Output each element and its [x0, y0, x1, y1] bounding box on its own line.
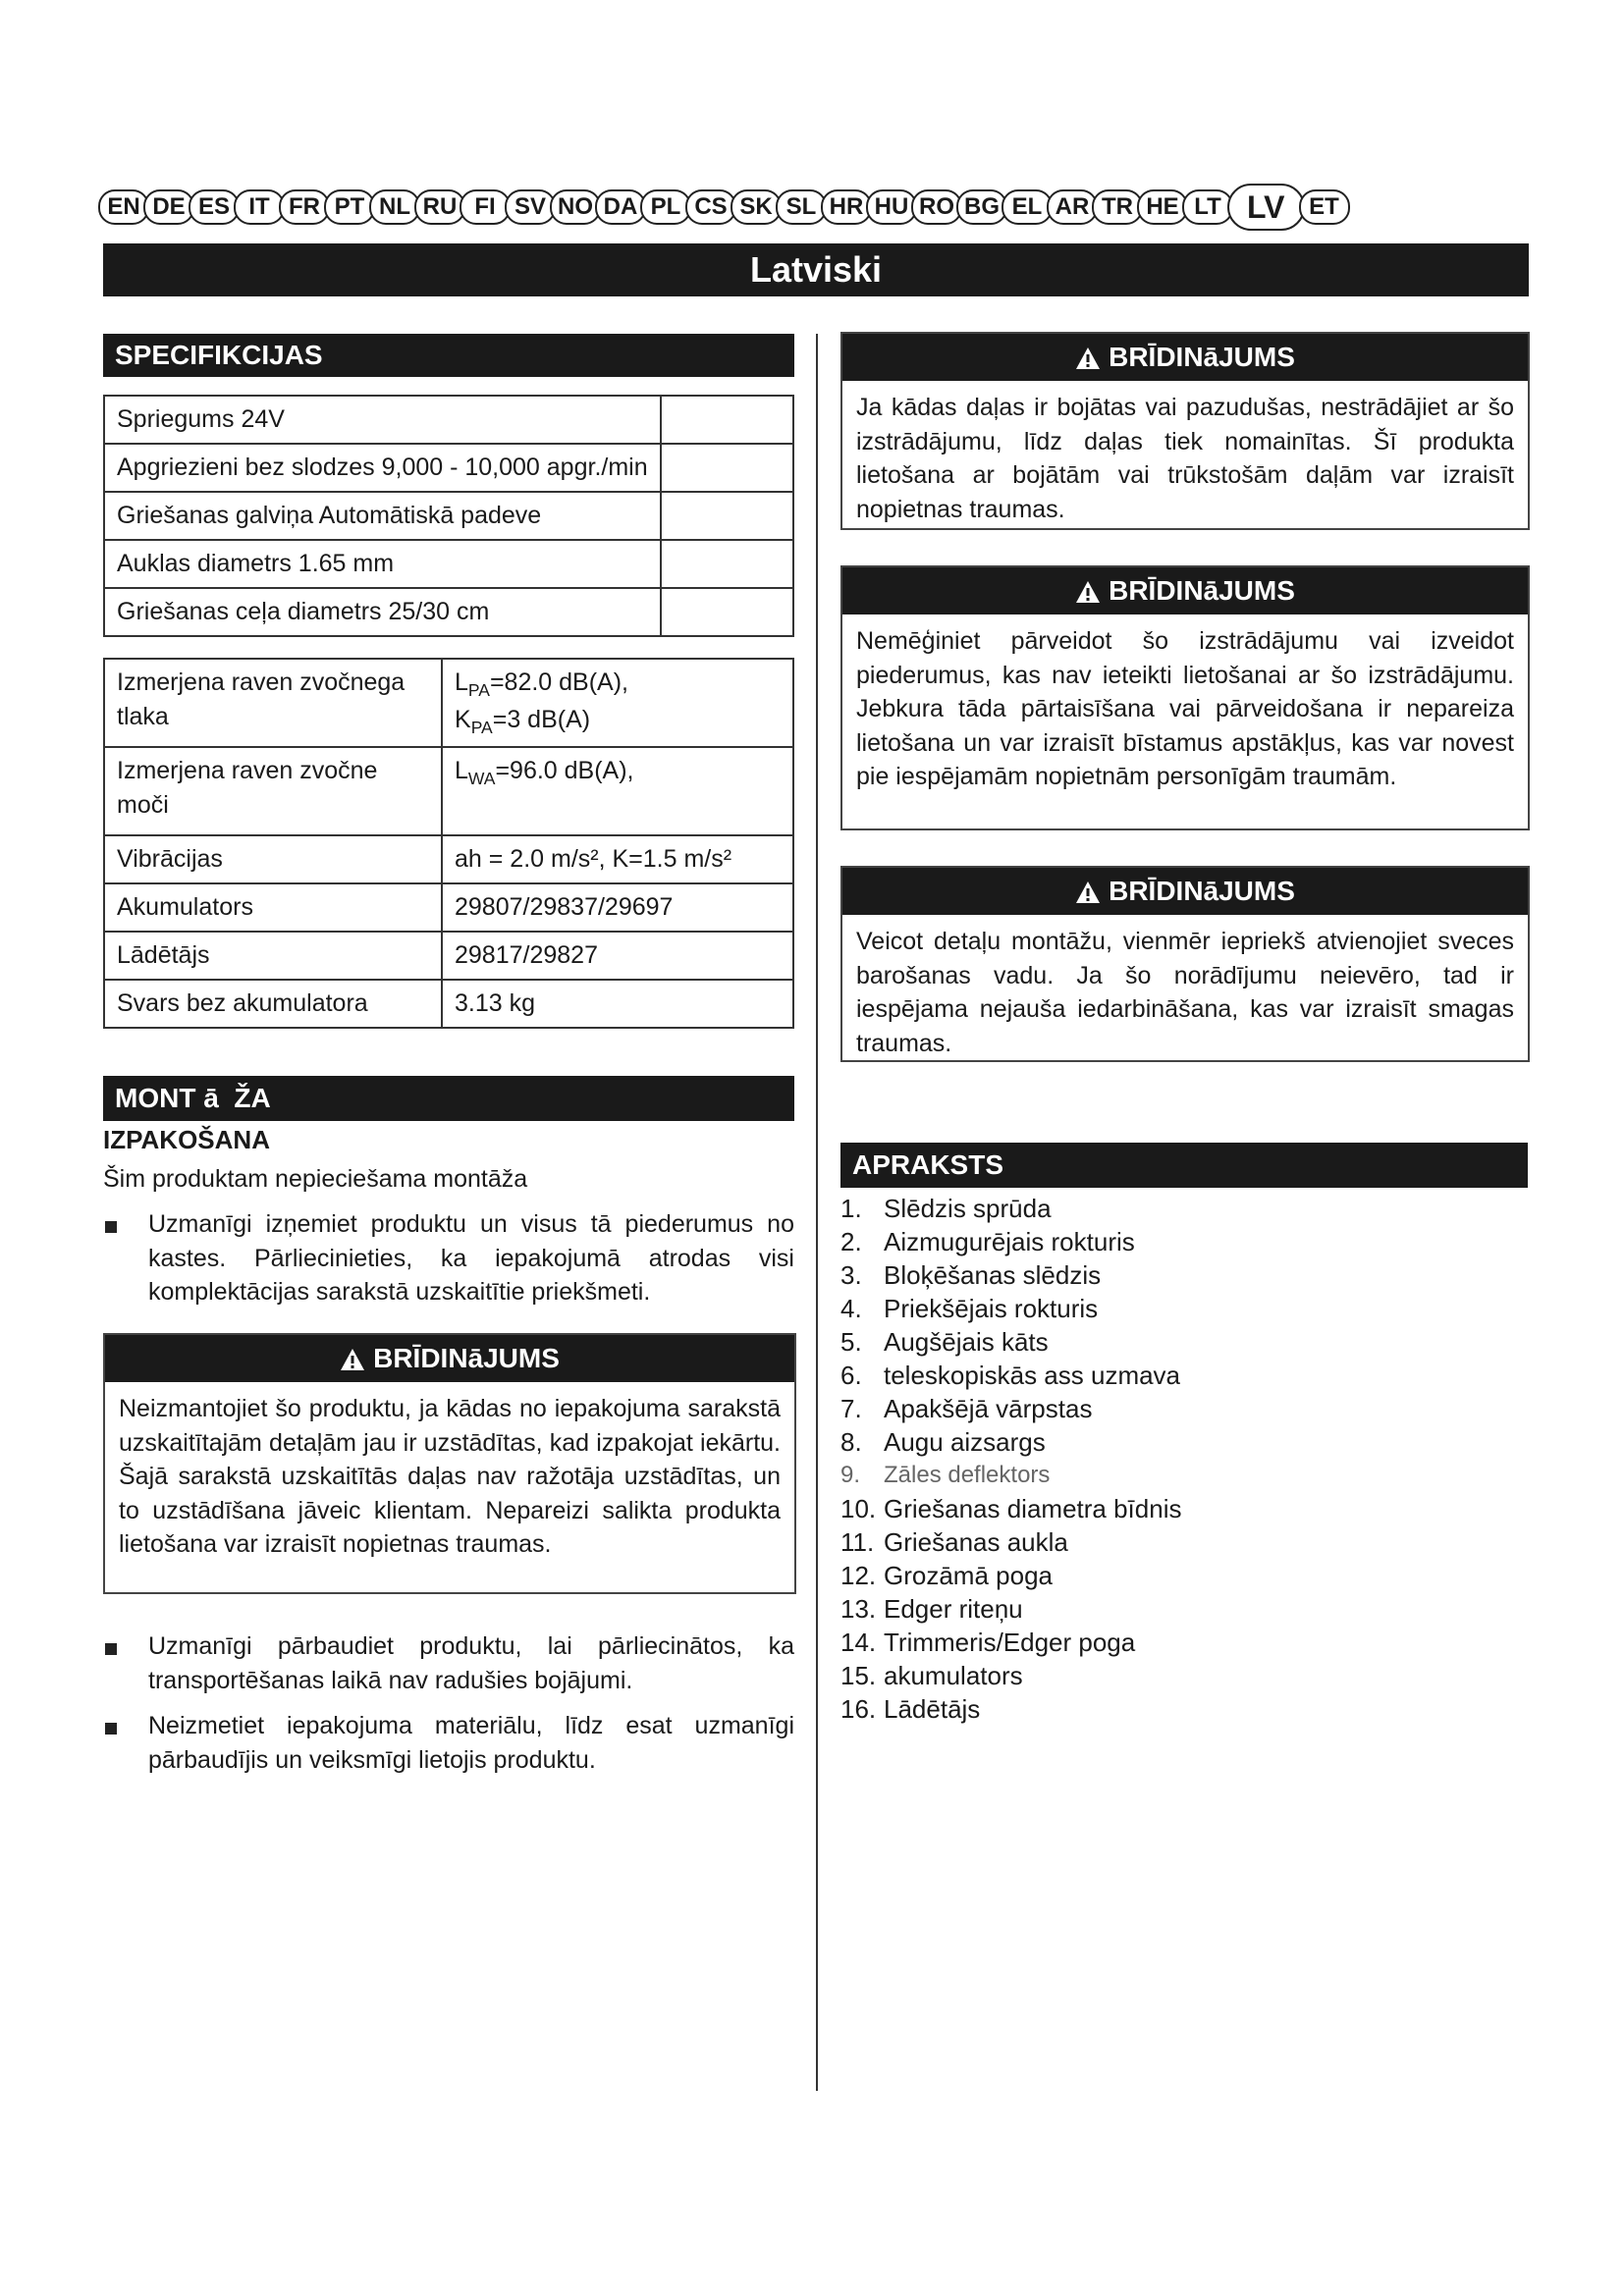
- part-name: Zāles deflektors: [884, 1462, 1051, 1488]
- part-number: 15.: [840, 1661, 877, 1690]
- list-item: [840, 1525, 1528, 1559]
- list-item: [840, 1659, 1528, 1692]
- warning-text: Ja kādas daļas ir bojātas vai pazudušas, nestrādājiet ar šo izstrādājumu, līdz daļas tiek nomainītas. Šī produkta lietošana ar bojātām vai trūkstošām daļām var izraisīt nopietnas traumas.: [856, 394, 1514, 523]
- language-tab-en[interactable]: EN: [98, 189, 149, 225]
- list-item: Uzmanīgi pārbaudiet produktu, lai pārliecinātos, ka transportēšanas laikā nav radušies bojājumi.: [103, 1629, 794, 1697]
- table-row: [104, 396, 793, 444]
- part-number: 2.: [840, 1227, 862, 1256]
- symbol-l-2: L: [455, 757, 468, 784]
- part-name: Griešanas aukla: [884, 1527, 1068, 1557]
- spec-cell-empty: [661, 588, 793, 636]
- language-tab-cs[interactable]: CS: [685, 189, 736, 225]
- warning-triangle-icon: [1075, 880, 1101, 903]
- list-item: [840, 1192, 1528, 1225]
- table-row: [104, 747, 793, 835]
- part-name: Aizmugurējais rokturis: [884, 1227, 1135, 1256]
- part-name: Lādētājs: [884, 1694, 981, 1724]
- part-number: 14.: [840, 1628, 877, 1657]
- part-number: 16.: [840, 1694, 877, 1724]
- spec-cell: Griešanas galviņa Automātiskā padeve: [104, 492, 661, 540]
- language-tab-pl[interactable]: PL: [640, 189, 691, 225]
- unpacking-list-2: [103, 1629, 794, 1789]
- spec-value: 29807/29837/29697: [442, 883, 793, 932]
- part-number: 5.: [840, 1327, 862, 1357]
- warning-triangle-icon: [340, 1347, 365, 1370]
- power-label: Izmerjena raven zvočne moči: [104, 747, 442, 835]
- warning-box-incomplete-parts: [103, 1333, 796, 1594]
- montaza-intro: Šim produktam nepieciešama montāža: [103, 1165, 528, 1193]
- language-tab-fr[interactable]: FR: [279, 189, 330, 225]
- power-value: [442, 747, 793, 835]
- part-name: Edger riteņu: [884, 1594, 1023, 1624]
- warning-header: [842, 868, 1528, 915]
- warning-text: Neizmantojiet šo produktu, ja kādas no iepakojuma sarakstā uzskaitītajām detaļām jau ir uzstādītas, kad izpakojat iekārtu. Šajā sarakstā uzskaitītās daļas nav ražotāja uzstādītas, un to uzstādīšana jāveic klientam. Nepareizi salikta produkta lietošana var izraisīt nopietnas traumas.: [119, 1395, 781, 1558]
- part-number: 1.: [840, 1194, 862, 1223]
- list-item: [840, 1626, 1528, 1659]
- table-row: [104, 835, 793, 883]
- language-tab-sk[interactable]: SK: [731, 189, 782, 225]
- language-tab-sv[interactable]: SV: [505, 189, 556, 225]
- spec-key: Svars bez akumulatora: [104, 980, 442, 1028]
- spec-cell-empty: [661, 444, 793, 492]
- specs-heading: [103, 334, 794, 377]
- part-name: Augu aizsargs: [884, 1427, 1046, 1457]
- language-tab-da[interactable]: DA: [595, 189, 646, 225]
- noise-value: [442, 659, 793, 747]
- specs-heading-text: SPECIFIKCIJAS: [115, 340, 323, 370]
- warning-header: [105, 1335, 794, 1382]
- language-bar: [98, 185, 1532, 230]
- language-tab-lv[interactable]: LV: [1227, 184, 1305, 231]
- list-item: [840, 1258, 1528, 1292]
- table-row: [104, 932, 793, 980]
- warning-label: BRĪDINāJUMS: [1109, 876, 1295, 906]
- list-item: [840, 1325, 1528, 1359]
- spec-cell: Apgriezieni bez slodzes 9,000 - 10,000 apgr./min: [104, 444, 661, 492]
- spec-key: Lādētājs: [104, 932, 442, 980]
- apraksts-heading: [840, 1143, 1528, 1188]
- montaza-heading-text: MONT ā ŽA: [115, 1083, 271, 1113]
- warning-label: BRĪDINāJUMS: [1109, 342, 1295, 372]
- language-tab-he[interactable]: HE: [1137, 189, 1188, 225]
- part-number: 12.: [840, 1561, 877, 1590]
- page-title: [103, 243, 1529, 296]
- language-tab-no[interactable]: NO: [550, 189, 601, 225]
- warning-text: Veicot detaļu montāžu, vienmēr iepriekš atvienojiet sveces barošanas vadu. Ja šo norādījumu neievēro, tad ir iespējama nejauša iedarbināšana, kas var izraisīt smagas traumas.: [856, 928, 1514, 1057]
- warning-box-damaged-parts: [840, 332, 1530, 530]
- spec-value: ah = 2.0 m/s², K=1.5 m/s²: [442, 835, 793, 883]
- list-item: [840, 1692, 1528, 1726]
- table-row: [104, 659, 793, 747]
- language-tab-nl[interactable]: NL: [369, 189, 420, 225]
- part-name: Priekšējais rokturis: [884, 1294, 1099, 1323]
- spec-value: 3.13 kg: [442, 980, 793, 1028]
- part-number: 6.: [840, 1361, 862, 1390]
- part-name: Grozāmā poga: [884, 1561, 1053, 1590]
- language-tab-ro[interactable]: RO: [911, 189, 962, 225]
- part-number: 4.: [840, 1294, 862, 1323]
- noise-value-1: =82.0 dB(A),: [489, 668, 629, 696]
- part-number: 11.: [840, 1527, 875, 1557]
- part-number: 13.: [840, 1594, 877, 1624]
- warning-label: BRĪDINāJUMS: [1109, 575, 1295, 606]
- symbol-l: L: [455, 668, 468, 696]
- language-tab-fi[interactable]: FI: [460, 189, 511, 225]
- language-tab-pt[interactable]: PT: [324, 189, 375, 225]
- list-item: [840, 1559, 1528, 1592]
- subscript-pa: PA: [467, 680, 490, 700]
- language-tab-it[interactable]: IT: [234, 189, 285, 225]
- part-number: 9.: [840, 1462, 861, 1488]
- part-name: Slēdzis sprūda: [884, 1194, 1052, 1223]
- noise-value-2: =3 dB(A): [492, 705, 591, 733]
- spec-key: Akumulators: [104, 883, 442, 932]
- warning-triangle-icon: [1075, 346, 1101, 369]
- warning-text: Nemēģiniet pārveidot šo izstrādājumu vai izveidot piederumus, kas nav ieteikti lietošanai ar šo izstrādājumu. Jebkura tāda pārtaisīšana vai pārveidošana ir nepareiza lietošana un var izraisīt bīstamus apstākļus, kas var novest pie iespējamām nopietnām personīgām traumām.: [856, 627, 1514, 790]
- symbol-k: K: [455, 705, 471, 733]
- apraksts-heading-text: APRAKSTS: [852, 1149, 1004, 1180]
- list-item: [840, 1592, 1528, 1626]
- part-number: 3.: [840, 1260, 862, 1290]
- list-item: Uzmanīgi izņemiet produktu un visus tā piederumus no kastes. Pārliecinieties, ka iepakojumā atrodas visi komplektācijas sarakstā uzskaitītie priekšmeti.: [103, 1207, 794, 1309]
- language-tab-sl[interactable]: SL: [776, 189, 827, 225]
- table-row: [104, 540, 793, 588]
- noise-label: Izmerjena raven zvočnega tlaka: [104, 659, 442, 747]
- list-item: [840, 1425, 1528, 1459]
- warning-box-disconnect: [840, 866, 1530, 1062]
- table-row: [104, 588, 793, 636]
- part-name: Trimmeris/Edger poga: [884, 1628, 1136, 1657]
- subscript-wa: WA: [467, 769, 496, 788]
- warning-header: [842, 567, 1528, 614]
- language-tab-de[interactable]: DE: [143, 189, 194, 225]
- power-value-text: =96.0 dB(A),: [495, 757, 634, 784]
- warning-header: [842, 334, 1528, 381]
- spec-cell: Spriegums 24V: [104, 396, 661, 444]
- table-row: [104, 492, 793, 540]
- list-item: [840, 1292, 1528, 1325]
- part-number: 7.: [840, 1394, 862, 1423]
- language-tab-ar[interactable]: AR: [1047, 189, 1098, 225]
- page-title-text: Latviski: [749, 249, 883, 290]
- table-row: [104, 980, 793, 1028]
- language-tab-hu[interactable]: HU: [866, 189, 917, 225]
- warning-label: BRĪDINāJUMS: [373, 1343, 560, 1373]
- part-number: 10.: [840, 1494, 877, 1523]
- column-divider: [816, 334, 818, 2091]
- part-name: akumulators: [884, 1661, 1023, 1690]
- list-item: [840, 1392, 1528, 1425]
- language-tab-el[interactable]: EL: [1001, 189, 1053, 225]
- language-tab-ru[interactable]: RU: [414, 189, 465, 225]
- warning-box-modification: [840, 565, 1530, 830]
- montaza-heading: [103, 1076, 794, 1121]
- language-tab-et[interactable]: ET: [1299, 189, 1350, 225]
- list-item: [840, 1459, 1528, 1492]
- language-tab-bg[interactable]: BG: [956, 189, 1007, 225]
- part-name: Augšējais kāts: [884, 1327, 1049, 1357]
- part-name: Bloķēšanas slēdzis: [884, 1260, 1102, 1290]
- list-item: Neizmetiet iepakojuma materiālu, līdz esat uzmanīgi pārbaudījis un veiksmīgi lietojis produktu.: [103, 1709, 794, 1777]
- language-tab-tr[interactable]: TR: [1092, 189, 1143, 225]
- subscript-pa-2: PA: [470, 717, 493, 737]
- table-row: [104, 444, 793, 492]
- spec-cell: Griešanas ceļa diametrs 25/30 cm: [104, 588, 661, 636]
- language-tab-lt[interactable]: LT: [1182, 189, 1233, 225]
- parts-list: [840, 1192, 1528, 1726]
- spec-cell-empty: [661, 396, 793, 444]
- spec-key: Vibrācijas: [104, 835, 442, 883]
- list-item: [840, 1359, 1528, 1392]
- spec-value: 29817/29827: [442, 932, 793, 980]
- language-tab-es[interactable]: ES: [189, 189, 240, 225]
- warning-triangle-icon: [1075, 579, 1101, 603]
- spec-cell: Auklas diametrs 1.65 mm: [104, 540, 661, 588]
- table-row: [104, 883, 793, 932]
- list-item: [840, 1492, 1528, 1525]
- part-name: Griešanas diametra bīdnis: [884, 1494, 1182, 1523]
- part-name: teleskopiskās ass uzmava: [884, 1361, 1181, 1390]
- specs-table-bottom: [103, 658, 794, 1029]
- part-name: Apakšējā vārpstas: [884, 1394, 1093, 1423]
- unpacking-list-1: [103, 1207, 794, 1321]
- list-item: [840, 1225, 1528, 1258]
- specs-table-top: [103, 395, 794, 637]
- spec-cell-empty: [661, 492, 793, 540]
- spec-cell-empty: [661, 540, 793, 588]
- part-number: 8.: [840, 1427, 862, 1457]
- unpacking-heading: IZPAKOŠANA: [103, 1125, 270, 1154]
- language-tab-hr[interactable]: HR: [821, 189, 872, 225]
